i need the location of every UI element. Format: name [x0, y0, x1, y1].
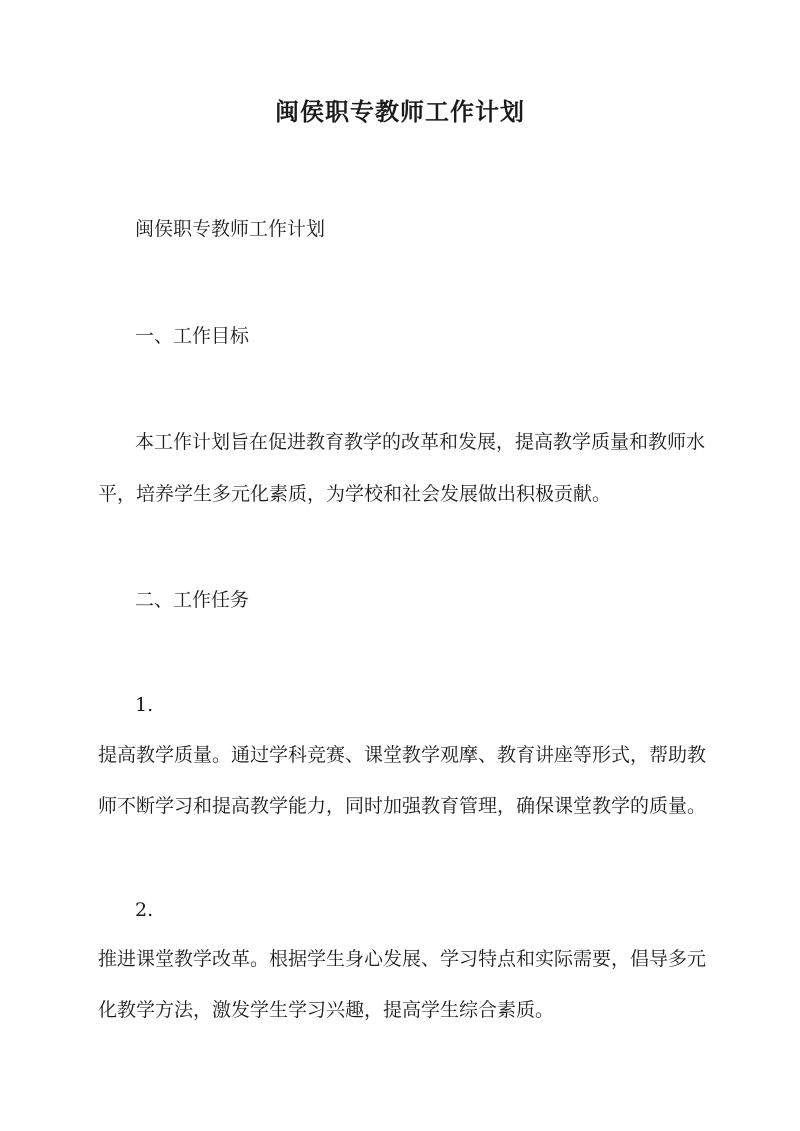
section1-paragraph-line2: 平，培养学生多元化素质，为学校和社会发展做出积极贡献。 [98, 483, 612, 505]
section1-heading: 一、工作目标 [135, 325, 250, 347]
item1-line1: 提高教学质量。通过学科竞赛、课堂教学观摩、教育讲座等形式，帮助教 [98, 744, 707, 766]
item2-line2: 化教学方法，激发学生学习兴趣，提高学生综合素质。 [98, 999, 555, 1021]
document-subtitle: 闽侯职专教师工作计划 [135, 218, 326, 240]
item2-line1: 推进课堂教学改革。根据学生身心发展、学习特点和实际需要，倡导多元 [98, 948, 707, 970]
document-title: 闽侯职专教师工作计划 [275, 97, 525, 126]
item1-number: 1. [135, 694, 154, 716]
item2-number: 2. [135, 899, 154, 921]
section2-heading: 二、工作任务 [135, 589, 250, 611]
section1-paragraph-line1: 本工作计划旨在促进教育教学的改革和发展，提高教学质量和教师水 [135, 431, 706, 453]
item1-line2: 师不断学习和提高教学能力，同时加强教育管理，确保课堂教学的质量。 [98, 795, 707, 817]
